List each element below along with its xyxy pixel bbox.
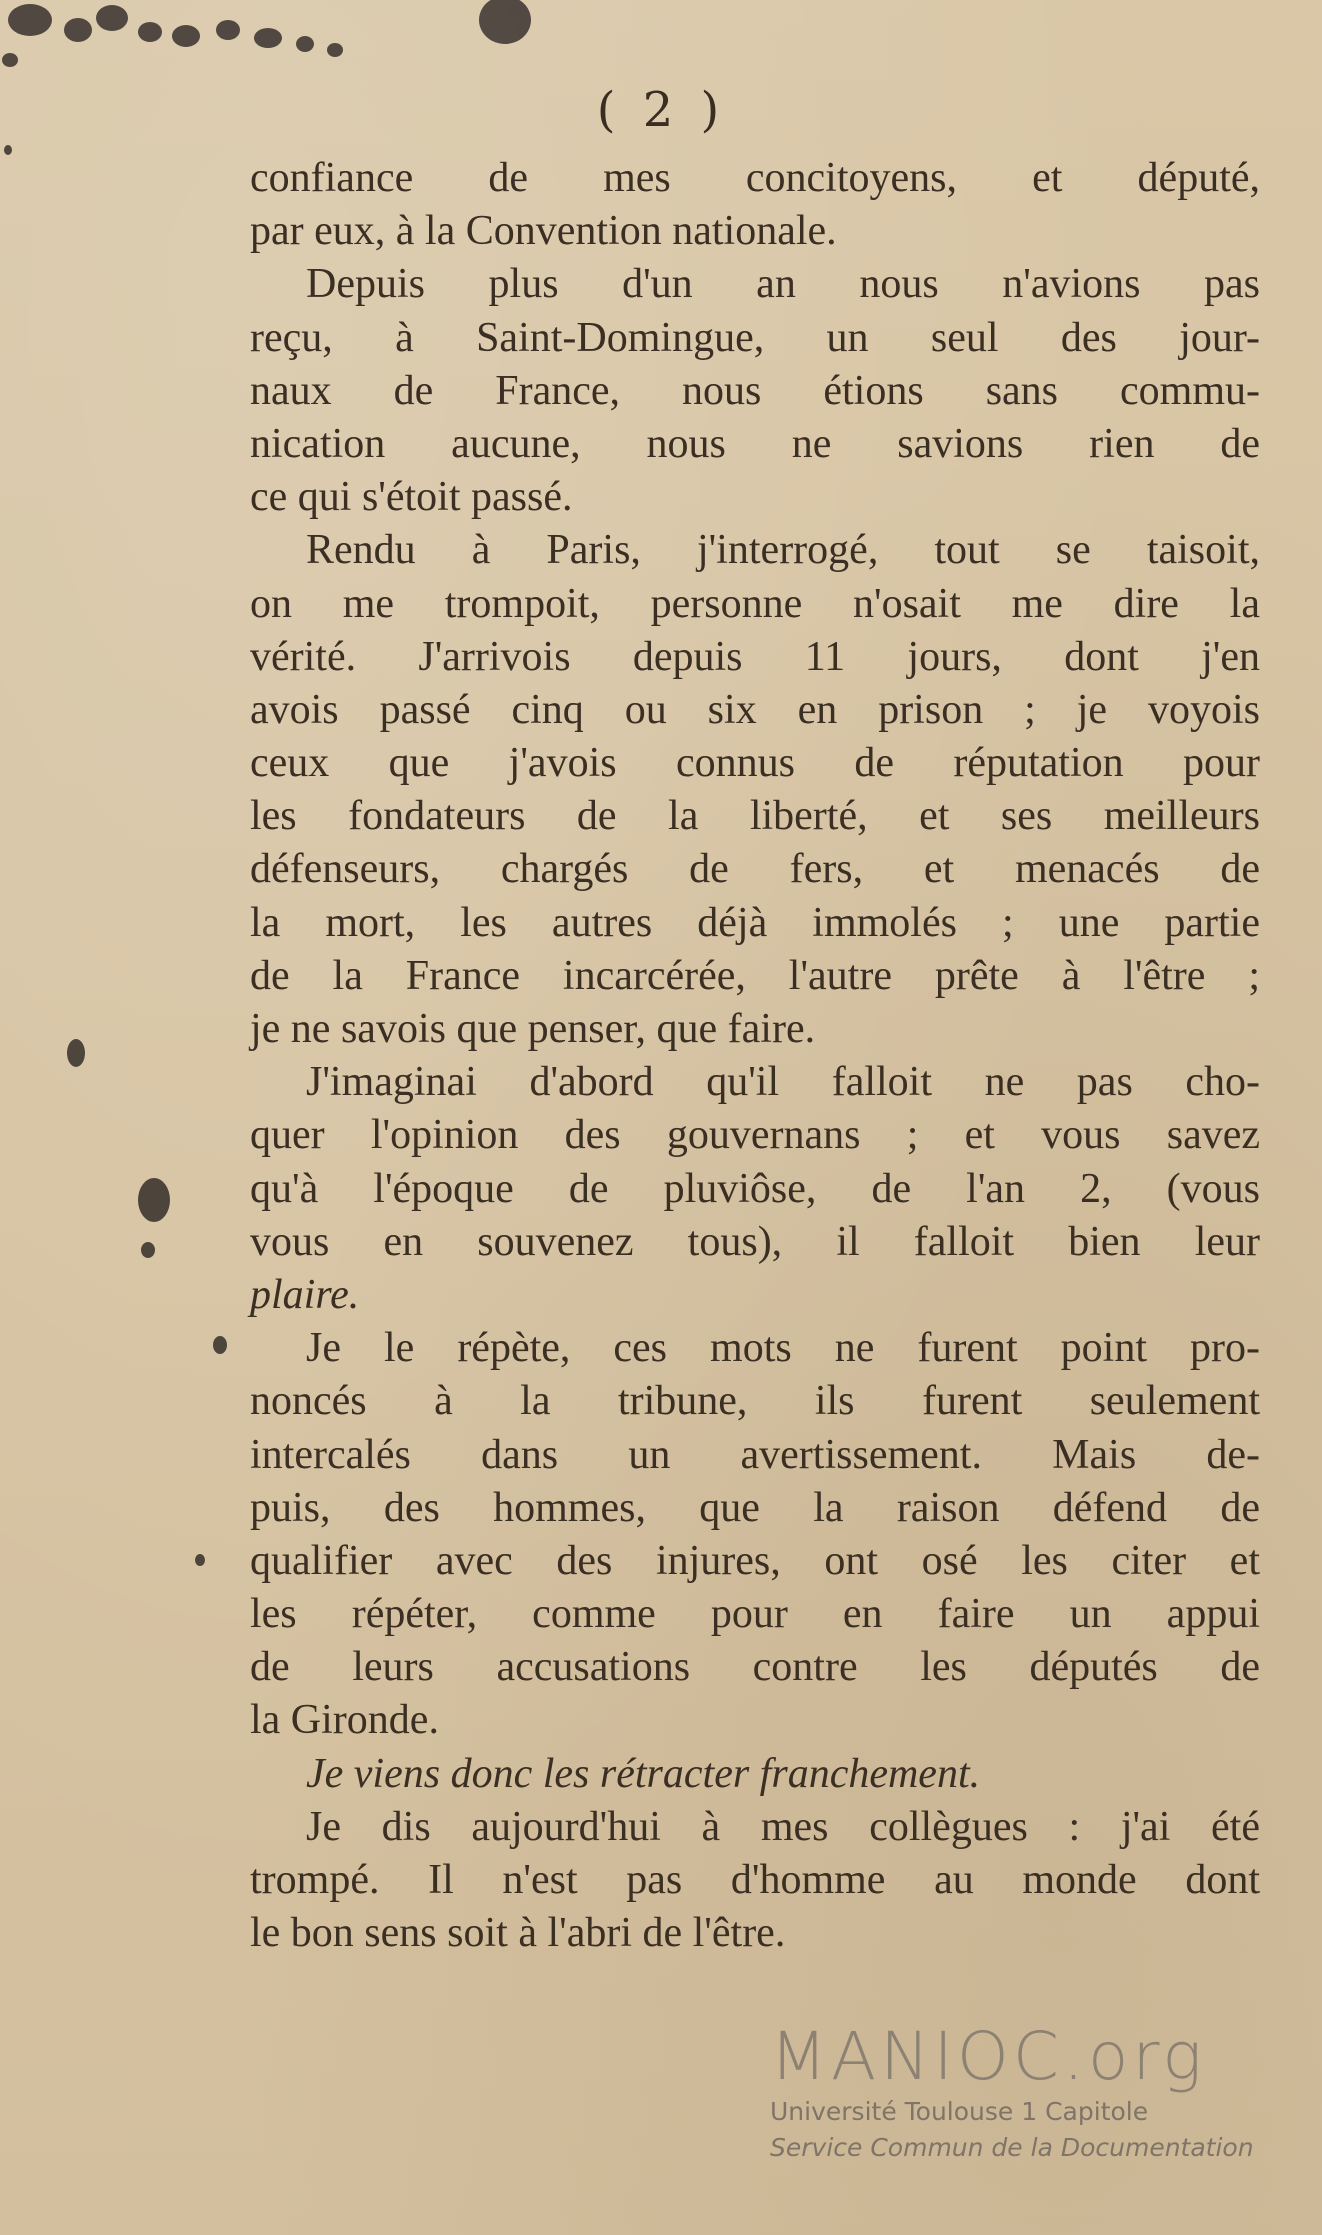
text-line: vérité. J'arrivois depuis 11 jours, dont j'en	[250, 633, 1260, 680]
manioc-watermark	[770, 2020, 1290, 2166]
page-number: ( 2 )	[596, 82, 726, 138]
text-line: ce qui s'étoit passé.	[250, 474, 573, 521]
text-line: la mort, les autres déjà immolés ; une partie	[250, 899, 1260, 946]
text-line: nication aucune, nous ne savions rien de	[250, 420, 1260, 467]
text-line: les fondateurs de la liberté, et ses meilleurs	[250, 793, 1260, 840]
text-line: confiance de mes concitoyens, et député,	[250, 155, 1260, 201]
text-line: je ne savois que penser, que faire.	[250, 1006, 816, 1052]
text-line: le bon sens soit à l'abri de l'être.	[250, 1910, 786, 1957]
text-line: naux de France, nous étions sans commu-	[250, 367, 1260, 414]
text-line: vous en souvenez tous), il falloit bien leur	[250, 1218, 1260, 1265]
text-line: Depuis plus d'un an nous n'avions pas	[306, 261, 1260, 308]
text-line: Rendu à Paris, j'interrogé, tout se taisoit,	[306, 527, 1260, 574]
text-line: Je dis aujourd'hui à mes collègues : j'ai été	[306, 1803, 1260, 1850]
manioc-logo: MANIOC.org	[770, 2018, 1206, 2095]
text-line: qu'à l'époque de pluviôse, de l'an 2, (vous	[250, 1165, 1260, 1212]
watermark-service: Service Commun de la Documentation	[770, 2133, 1254, 2162]
text-line: noncés à la tribune, ils furent seulement	[250, 1378, 1260, 1425]
text-line: plaire.	[250, 1271, 360, 1318]
text-line: Je le répète, ces mots ne furent point pro-	[306, 1325, 1260, 1372]
text-line: de la France incarcérée, l'autre prête à l'être ;	[250, 952, 1260, 999]
watermark-university: Université Toulouse 1 Capitole	[770, 2097, 1149, 2126]
text-line: défenseurs, chargés de fers, et menacés de	[250, 846, 1260, 893]
text-line: puis, des hommes, que la raison défend de	[250, 1484, 1260, 1531]
text-line: reçu, à Saint-Domingue, un seul des jour-	[250, 314, 1260, 361]
text-line: trompé. Il n'est pas d'homme au monde dont	[250, 1857, 1260, 1903]
text-line: par eux, à la Convention nationale.	[250, 208, 837, 255]
text-line: Je viens donc les rétracter franchement.	[306, 1750, 981, 1797]
text-line: les répéter, comme pour en faire un appui	[250, 1591, 1260, 1638]
text-line: on me trompoit, personne n'osait me dire la	[250, 580, 1260, 627]
text-line: qualifier avec des injures, ont osé les citer et	[250, 1537, 1260, 1584]
text-line: ceux que j'avois connus de réputation pour	[250, 740, 1260, 787]
text-line: de leurs accusations contre les députés de	[250, 1644, 1260, 1691]
text-line: intercalés dans un avertissement. Mais de-	[250, 1431, 1260, 1478]
body-text	[250, 152, 1260, 1960]
text-line: avois passé cinq ou six en prison ; je voyois	[250, 686, 1260, 733]
text-line: J'imaginai d'abord qu'il falloit ne pas cho-	[306, 1059, 1260, 1106]
text-line: la Gironde.	[250, 1697, 439, 1744]
text-line: quer l'opinion des gouvernans ; et vous savez	[250, 1112, 1260, 1159]
